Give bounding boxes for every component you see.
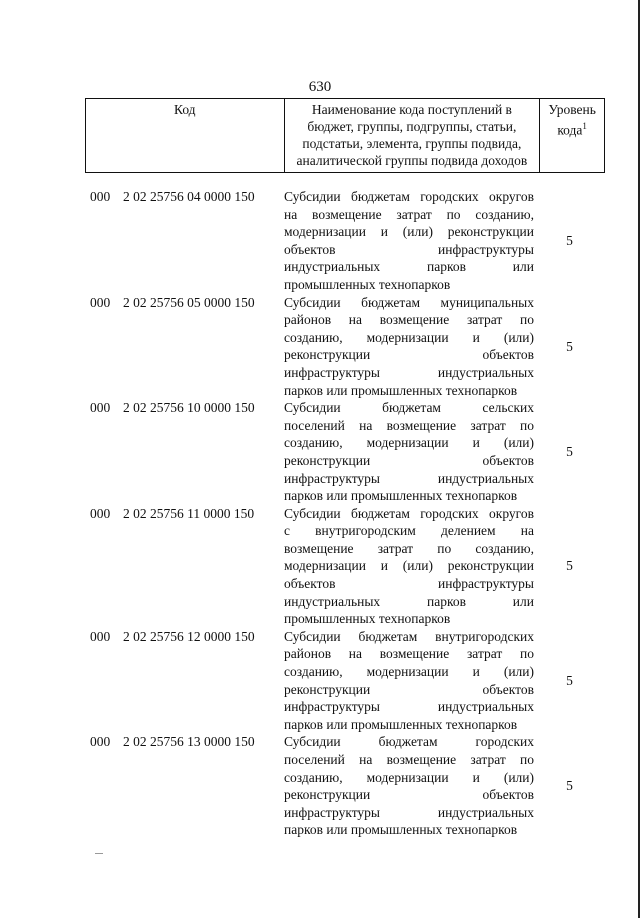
revenue-name-line: индустриальных парков или bbox=[284, 593, 534, 609]
revenue-name-line: созданию, модернизации и (или) bbox=[284, 769, 534, 785]
header-name-line: Наименование кода поступлений в bbox=[311, 102, 512, 117]
revenue-name-line: созданию, модернизации и (или) bbox=[284, 329, 534, 345]
revenue-name-line: Субсидии бюджетам городских bbox=[284, 734, 534, 750]
revenue-name-line: индустриальных парков или bbox=[284, 259, 534, 275]
header-level-line2: кода bbox=[557, 122, 583, 138]
table-row bbox=[85, 399, 605, 505]
scan-mark bbox=[95, 853, 103, 854]
revenue-name-line: промышленных технопарков bbox=[284, 611, 451, 627]
revenue-code: 2 02 25756 11 0000 150 bbox=[123, 505, 255, 521]
revenue-name bbox=[284, 733, 534, 839]
header-code: Код bbox=[86, 99, 285, 173]
table-row bbox=[85, 188, 605, 294]
revenue-name-line: Субсидии бюджетам городских округов bbox=[284, 505, 534, 521]
table-row bbox=[85, 505, 605, 628]
revenue-code: 2 02 25756 13 0000 150 bbox=[123, 734, 255, 750]
revenue-name-line: поселений на возмещение затрат по bbox=[284, 752, 534, 767]
admin-code: 000 bbox=[90, 294, 111, 310]
revenue-name-line: Субсидии бюджетам сельских bbox=[284, 400, 534, 416]
revenue-name-line: парков или промышленных технопарков bbox=[284, 382, 518, 398]
revenue-name-line: инфраструктуры индустриальных bbox=[284, 699, 534, 715]
revenue-name-line: парков или промышленных технопарков bbox=[284, 716, 518, 732]
revenue-name-line: объектов инфраструктуры bbox=[284, 241, 534, 257]
revenue-name-line: промышленных технопарков bbox=[284, 276, 451, 292]
admin-code: 000 bbox=[90, 189, 111, 204]
header-level bbox=[540, 99, 605, 173]
revenue-name bbox=[284, 399, 534, 505]
revenue-name-line: инфраструктуры индустриальных bbox=[284, 470, 534, 486]
table-row bbox=[85, 628, 605, 734]
code-level: 5 bbox=[566, 338, 573, 354]
revenue-name-line: с внутригородским делением на bbox=[284, 523, 534, 539]
revenue-name bbox=[284, 628, 534, 734]
revenue-name-line: реконструкции объектов bbox=[284, 452, 534, 468]
revenue-name-line: Субсидии бюджетам муниципальных bbox=[284, 294, 534, 310]
revenue-name-line: районов на возмещение затрат по bbox=[284, 312, 534, 328]
header-name-line: аналитической группы подвида доходов bbox=[296, 153, 528, 168]
admin-code: 000 bbox=[90, 628, 111, 644]
revenue-name-line: на возмещение затрат по созданию, bbox=[284, 206, 534, 222]
revenue-code: 2 02 25756 05 0000 150 bbox=[123, 294, 255, 310]
header-name-line: бюджет, группы, подгруппы, статьи, bbox=[307, 119, 517, 134]
revenue-name-line: модернизации и (или) реконструкции bbox=[284, 558, 534, 574]
revenue-name-line: парков или промышленных технопарков bbox=[284, 488, 518, 504]
revenue-name-line: районов на возмещение затрат по bbox=[284, 646, 534, 662]
revenue-name-line: инфраструктуры индустриальных bbox=[284, 804, 534, 820]
code-level: 5 bbox=[566, 232, 573, 248]
admin-code: 000 bbox=[90, 505, 111, 521]
admin-code: 000 bbox=[90, 734, 111, 750]
revenue-name-line: созданию, модернизации и (или) bbox=[284, 435, 534, 451]
admin-code: 000 bbox=[90, 400, 111, 416]
revenue-name-line: возмещение затрат по созданию, bbox=[284, 540, 534, 556]
header-level-line1: Уровень bbox=[548, 102, 596, 117]
revenue-code: 2 02 25756 04 0000 150 bbox=[123, 189, 255, 204]
code-level: 5 bbox=[566, 444, 573, 460]
revenue-name-line: Субсидии бюджетам внутригородских bbox=[284, 628, 534, 644]
revenue-name-line: объектов инфраструктуры bbox=[284, 576, 534, 592]
revenue-name bbox=[284, 188, 534, 294]
header-name-line: подстатьи, элемента, группы подвида, bbox=[302, 136, 522, 151]
footnote-mark: 1 bbox=[582, 121, 587, 131]
code-table-body bbox=[85, 188, 605, 839]
code-level: 5 bbox=[566, 558, 573, 574]
revenue-name-line: Субсидии бюджетам городских округов bbox=[284, 189, 534, 204]
revenue-name bbox=[284, 294, 534, 400]
revenue-code: 2 02 25756 12 0000 150 bbox=[123, 628, 255, 644]
header-name bbox=[284, 99, 540, 173]
revenue-name bbox=[284, 505, 534, 628]
revenue-name-line: реконструкции объектов bbox=[284, 787, 534, 803]
revenue-name-line: реконструкции объектов bbox=[284, 347, 534, 363]
table-row bbox=[85, 294, 605, 400]
revenue-name-line: модернизации и (или) реконструкции bbox=[284, 224, 534, 240]
revenue-name-line: инфраструктуры индустриальных bbox=[284, 364, 534, 380]
revenue-name-line: созданию, модернизации и (или) bbox=[284, 664, 534, 680]
revenue-name-line: реконструкции объектов bbox=[284, 681, 534, 697]
code-level: 5 bbox=[566, 778, 573, 794]
code-level: 5 bbox=[566, 672, 573, 688]
revenue-name-line: поселений на возмещение затрат по bbox=[284, 417, 534, 433]
table-header bbox=[85, 98, 605, 173]
revenue-name-line: парков или промышленных технопарков bbox=[284, 822, 518, 838]
table-row bbox=[85, 733, 605, 839]
revenue-code: 2 02 25756 10 0000 150 bbox=[123, 400, 255, 416]
page-number: 630 bbox=[308, 79, 332, 95]
